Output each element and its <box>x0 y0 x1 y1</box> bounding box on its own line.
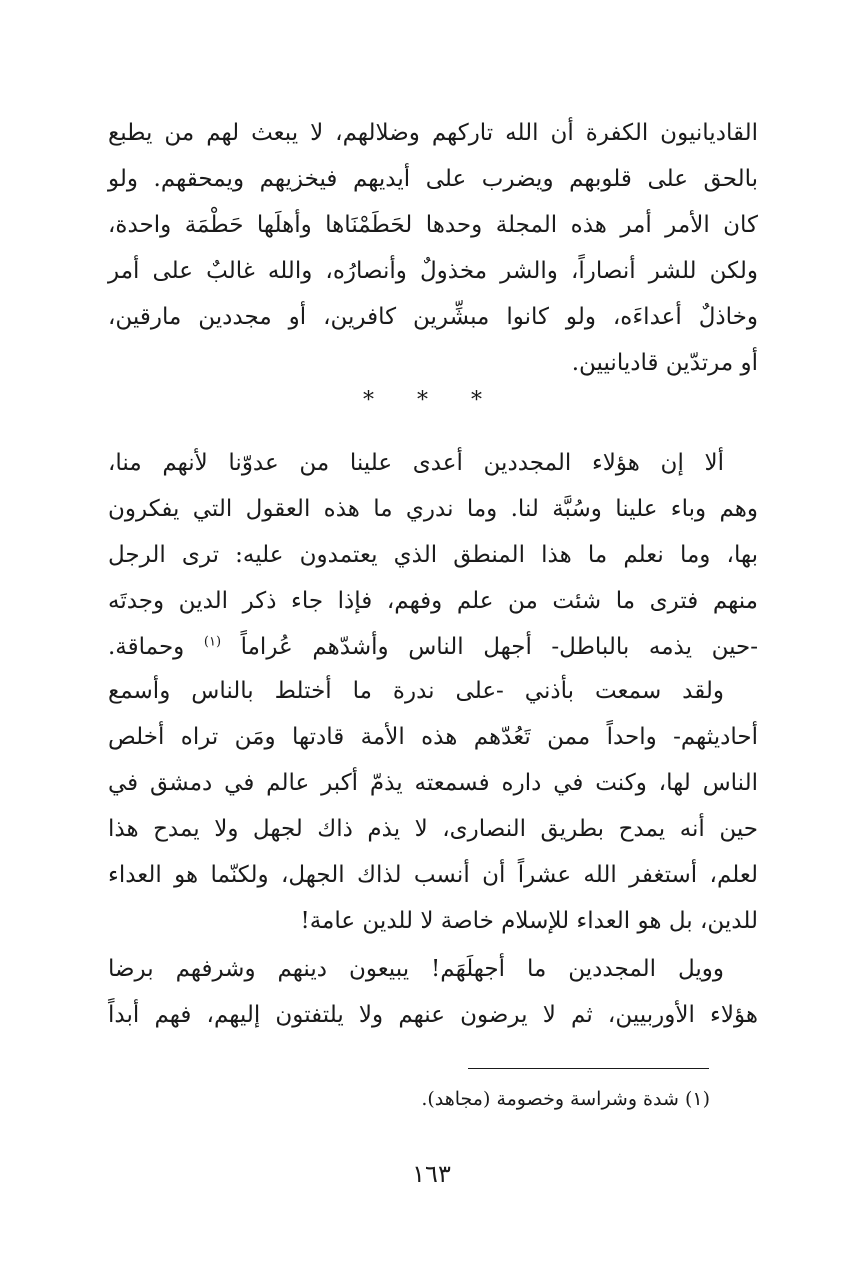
paragraph-line: ألا إن هؤلاء المجددين أعدى علينا من عدوّنا لأنهم منا، <box>108 450 724 476</box>
page-number: ١٦٣ <box>412 1160 451 1188</box>
paragraph-line: ولقد سمعت بأذني -على ندرة ما أختلط بالناس وأسمع <box>108 678 724 704</box>
paragraph-1 <box>108 110 758 386</box>
paragraph-line-with-footnote <box>108 624 758 670</box>
paragraph-line: هؤلاء الأوربيين، ثم لا يرضون عنهم ولا يلتفتون إليهم، فهم أبداً <box>108 1002 758 1028</box>
paragraph-line: لعلم، أستغفر الله عشراً أن أنسب لذاك الجهل، ولكنّما هو العداء <box>108 862 758 888</box>
paragraph-line: أحاديثهم- واحداً ممن تَعُدّهم هذه الأمة قادتها ومَن تراه أخلص <box>108 724 758 750</box>
footnote-reference: (١) <box>203 634 222 650</box>
paragraph-line: القاديانيون الكفرة أن الله تاركهم وضلالهم، لا يبعث لهم من يطبع <box>108 120 758 146</box>
paragraph-2 <box>108 440 758 670</box>
paragraph-line: وويل المجددين ما أجهلَهَم! يبيعون دينهم وشرفهم برضا <box>108 956 724 982</box>
paragraph-line: كان الأمر أمر هذه المجلة وحدها لحَطَمْنَاها وأهلَها حَطْمَة واحدة، <box>108 212 758 238</box>
paragraph-line: للدين، بل هو العداء للإسلام خاصة لا للدين عامة! <box>300 908 758 934</box>
paragraph-line: أو مرتدّين قاديانيين. <box>571 350 758 376</box>
paragraph-line-text: -حين يذمه بالباطل- أجهل الناس وأشدّهم عُراماً <box>240 634 759 660</box>
paragraph-3 <box>108 668 758 944</box>
paragraph-line: حين أنه يمدح بطريق النصارى، لا يذم ذاك لجهل ولا يمدح هذا <box>108 816 758 842</box>
paragraph-line: بها، وما نعلم ما هذا المنطق الذي يعتمدون عليه: ترى الرجل <box>108 542 758 568</box>
paragraph-line: الناس لها، وكنت في داره فسمعته يذمّ أكبر عالم في دمشق في <box>108 770 758 796</box>
paragraph-line: وخاذلٌ أعداءَه، ولو كانوا مبشِّرين كافرين، أو مجددين مارقين، <box>108 304 758 330</box>
section-separator: * * * <box>363 388 500 413</box>
paragraph-line-tail: وحماقة. <box>108 634 185 660</box>
paragraph-line: بالحق على قلوبهم ويضرب على أيديهم فيخزيهم ويمحقهم. ولو <box>108 166 758 192</box>
paragraph-line: وهم وباء علينا وسُبَّة لنا. وما ندري ما هذه العقول التي يفكرون <box>108 496 758 522</box>
paragraph-line: منهم فترى ما شئت من علم وفهم، فإذا جاء ذكر الدين وجدتَه <box>108 588 758 614</box>
footnote-text: (١) شدة وشراسة وخصومة (مجاهد). <box>421 1088 710 1110</box>
paragraph-line: ولكن للشر أنصاراً، والشر مخذولٌ وأنصارُه، والله غالبٌ على أمر <box>108 258 758 284</box>
paragraph-4 <box>108 946 758 1038</box>
footnote-divider <box>468 1068 709 1069</box>
